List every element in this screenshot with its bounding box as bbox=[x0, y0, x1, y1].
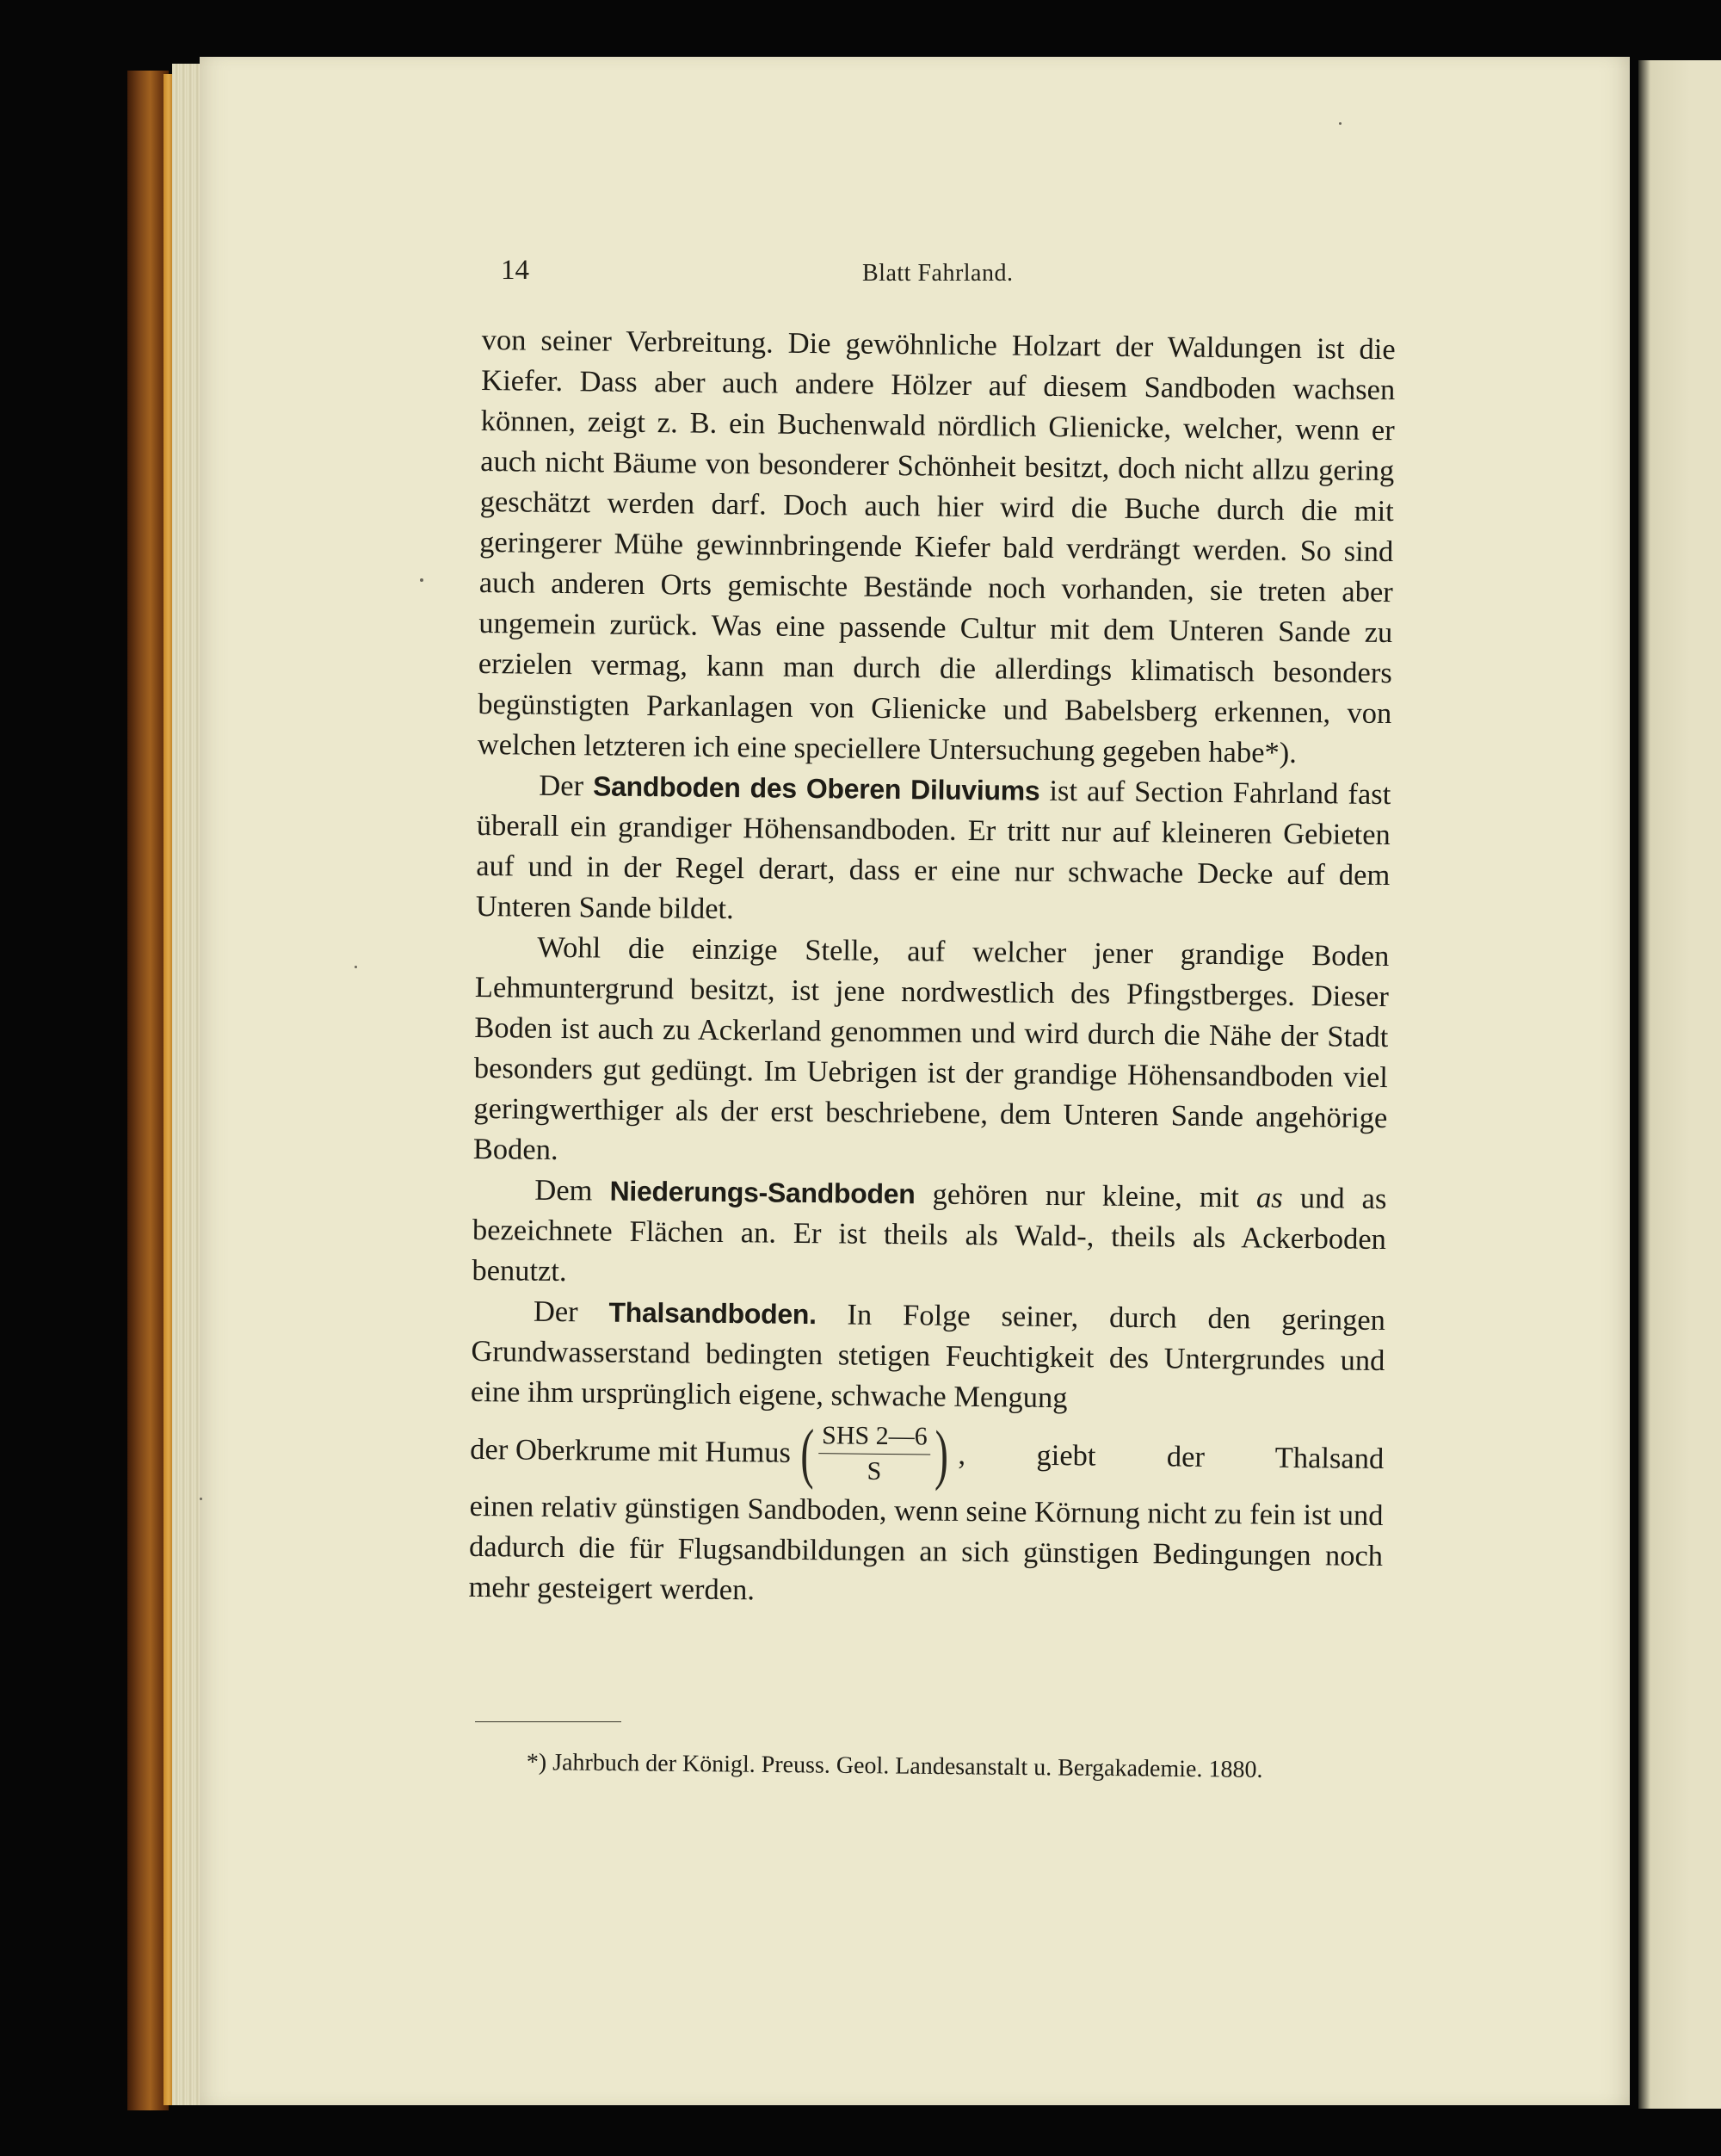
body-text bbox=[468, 320, 1396, 1617]
paragraph-5 bbox=[471, 1291, 1385, 1422]
formula-lead-text: der Oberkrume mit Humus bbox=[470, 1432, 792, 1469]
symbol-as: as bbox=[1255, 1181, 1283, 1214]
paragraph-4-text: und as bezeichnete Flächen an. Er ist theils als Wald-, theils als Ackerboden benutzt. bbox=[472, 1182, 1387, 1288]
paper-speck bbox=[420, 578, 423, 582]
paper-speck bbox=[355, 966, 357, 968]
heading-niederungs-sandboden: Niederungs-Sandboden bbox=[609, 1175, 916, 1210]
paragraph-4-mid: gehören nur kleine, mit bbox=[932, 1177, 1240, 1214]
page-number: 14 bbox=[501, 255, 529, 286]
humus-formula bbox=[796, 1414, 953, 1492]
paragraph-5-lead: Der bbox=[533, 1294, 578, 1329]
formula-right-paren: ) bbox=[935, 1416, 949, 1492]
heading-thalsandboden: Thalsandboden. bbox=[608, 1296, 817, 1331]
paragraph-4-lead: Dem bbox=[534, 1173, 593, 1208]
footnote-rule bbox=[475, 1721, 621, 1722]
heading-sandboden-oberen-diluviums: Sandboden des Oberen Diluviums bbox=[592, 770, 1040, 806]
formula-left-paren: ( bbox=[799, 1414, 815, 1491]
formula-fraction bbox=[818, 1420, 931, 1487]
facing-page-edge bbox=[1638, 60, 1721, 2109]
paragraph-2-lead: Der bbox=[539, 769, 584, 803]
running-title: Blatt Fahrland. bbox=[862, 260, 1014, 287]
paragraph-2-text: ist auf Section Fahrland fast überall ein grandiger Höhensandboden. Er tritt nur auf kleineren Gebieten auf und in der Regel derart, dass er eine nur schwache Decke auf dem Unteren Sande bildet. bbox=[475, 774, 1391, 926]
paragraph-5-text: In Folge seiner, durch den geringen Grundwasserstand bedingten stetigen Feuchtigkeit des Untergrundes und eine ihm ursprünglich eigene, schwache Mengung bbox=[470, 1298, 1386, 1415]
formula-numerator: SHS 2—6 bbox=[818, 1420, 931, 1455]
footnote: *) Jahrbuch der Königl. Preuss. Geol. Landesanstalt u. Bergakademie. 1880. bbox=[526, 1749, 1263, 1783]
paragraph-2 bbox=[476, 765, 1391, 936]
paragraph-3: Wohl die einzige Stelle, auf welcher jener grandige Boden Lehmuntergrund besitzt, ist jene nordwestlich des Pfingstberges. Dieser Boden ist auch zu Ackerland genommen und wird durch die Nähe der Stadt besonders gut gedüngt. Im Uebrigen ist der grandige Höhensandboden viel geringwerthiger als der erst beschriebene, dem Unteren Sande angehörige Boden. bbox=[472, 930, 1390, 1166]
formula-trail-text: , giebt der Thalsand bbox=[958, 1437, 1385, 1475]
formula-line bbox=[470, 1412, 1385, 1496]
paper-speck bbox=[200, 1498, 202, 1500]
paragraph-4 bbox=[472, 1170, 1386, 1300]
book-cover-edge bbox=[127, 71, 169, 2110]
paper-speck bbox=[1339, 122, 1342, 125]
formula-denominator: S bbox=[867, 1456, 882, 1486]
running-head bbox=[501, 255, 1034, 296]
paragraph-5-end: einen relativ günstigen Sandboden, wenn seine Körnung nicht zu fein ist und dadurch die für Flugsandbildungen an sich günstigen Bedingungen noch mehr gesteigert werden. bbox=[468, 1489, 1384, 1607]
paragraph-1: von seiner Verbreitung. Die gewöhnliche Holzart der Waldungen ist die Kiefer. Dass aber auch andere Hölzer auf diesem Sandboden wachsen können, zeigt z. B. ein Buchenwald nördlich Glienicke, welcher, wenn er auch nicht Bäume von besonderer Schönheit besitzt, doch nicht allzu gering geschätzt werden darf. Doch auch hier wird die Buche durch die mit geringerer Mühe gewinnbringende Kiefer bald verdrängt werden. So sind auch anderen Orts gemischte Bestände noch vorhanden, sie treten aber ungemein zurück. Was eine passende Cultur mit dem Unteren Sande zu erzielen vermag, kann man durch die allerdings klimatisch besonders begünstigten Parkanlagen von Glienicke und Babelsberg erkennen, von welchen letzteren ich eine speciellere Untersuchung gegeben habe*). bbox=[477, 323, 1396, 769]
